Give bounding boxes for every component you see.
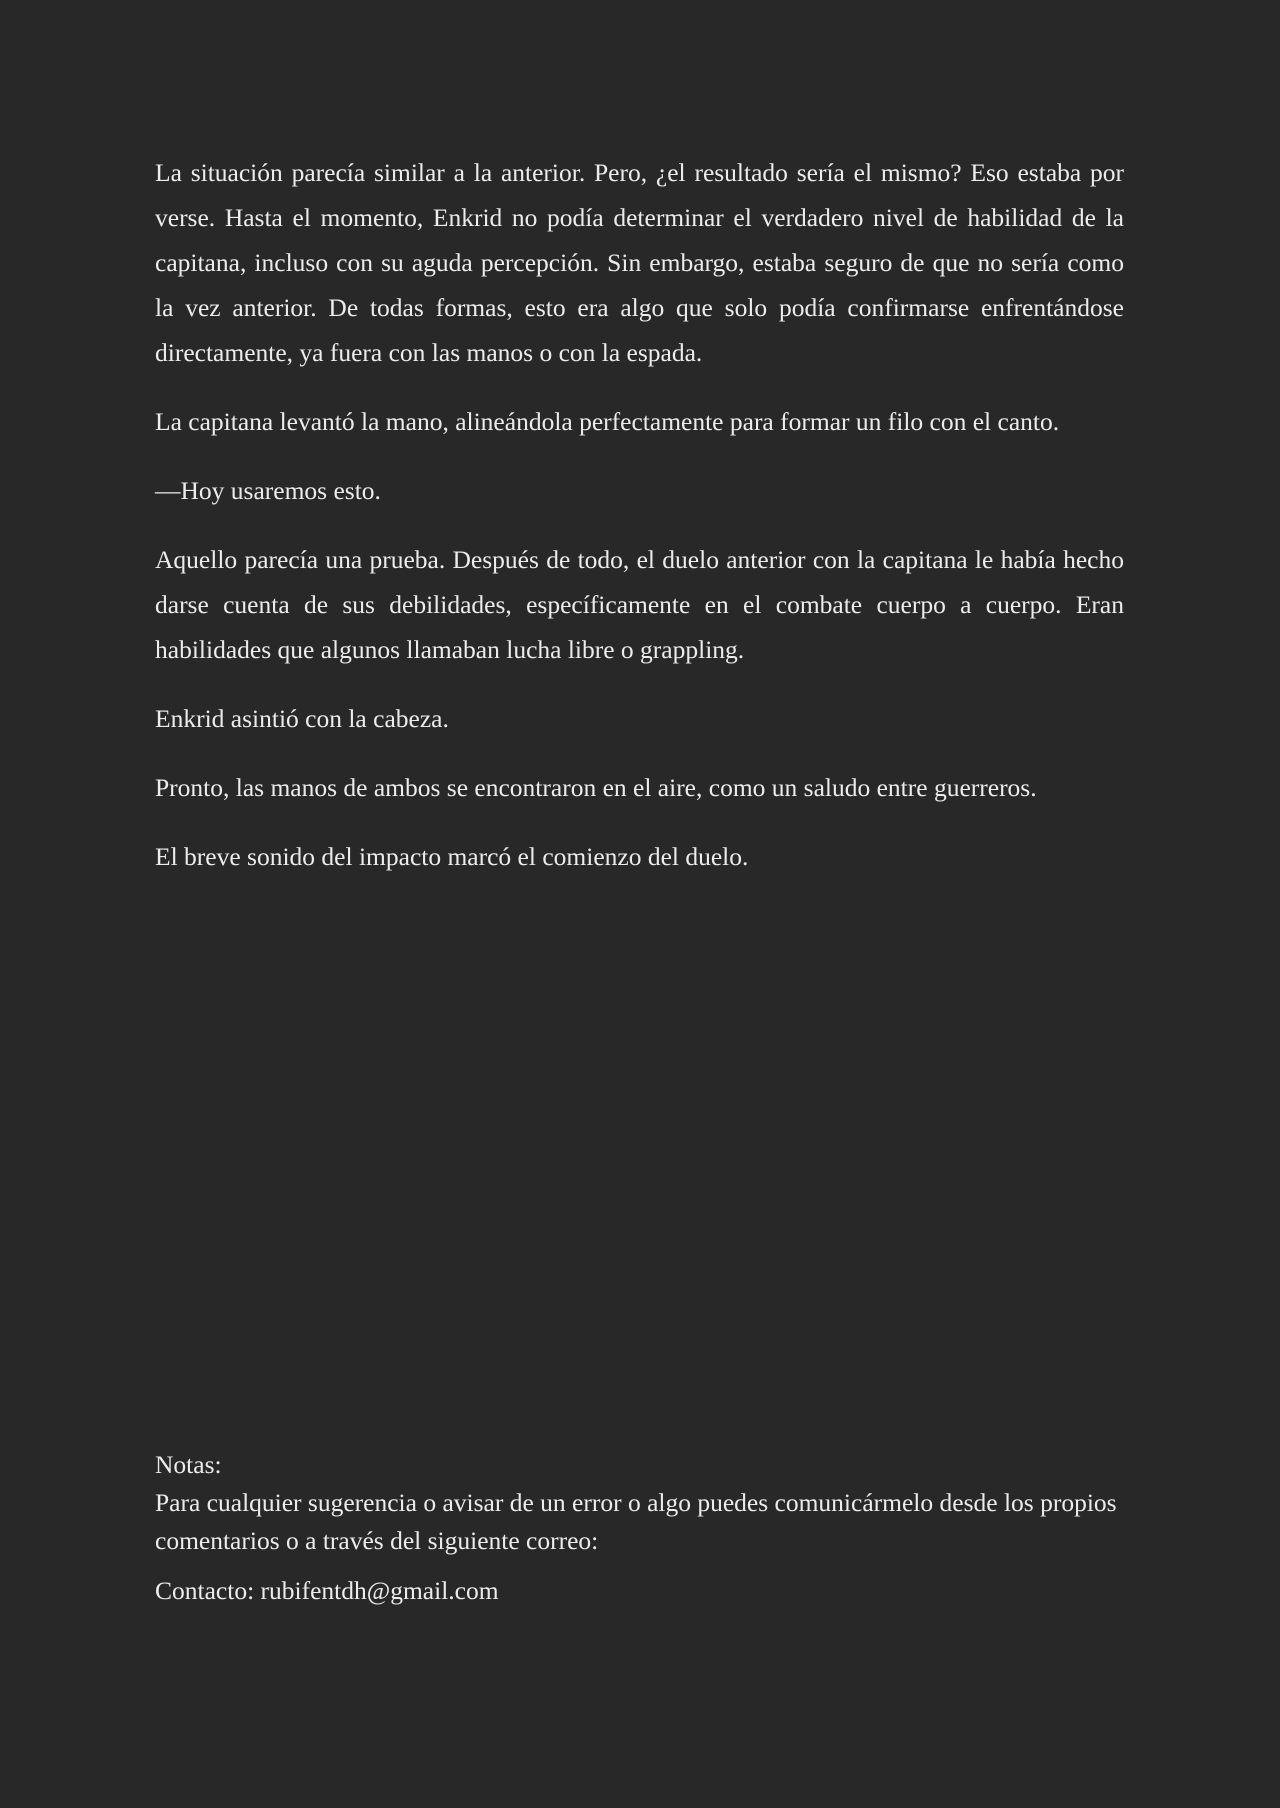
- dialogue-line: —Hoy usaremos esto.: [155, 476, 381, 505]
- paragraph: Enkrid asintió con la cabeza.: [155, 704, 449, 733]
- paragraph: La situación parecía similar a la anterior. Pero, ¿el resultado sería el mismo? Eso estaba por verse. Hasta el momento, Enkrid no podía determinar el verdadero nivel de habilidad de la capitana, incluso con su aguda percepción. Sin embargo, estaba seguro de que no sería como la vez anterior. De todas formas, esto era algo que solo podía confirmarse enfrentándose directamente, ya fuera con las manos o con la espada.: [155, 158, 1124, 367]
- paragraph: La capitana levantó la mano, alineándola perfectamente para formar un filo con el canto.: [155, 407, 1060, 436]
- paragraph: El breve sonido del impacto marcó el comienzo del duelo.: [155, 842, 749, 871]
- notes-heading: Notas:: [155, 1450, 222, 1479]
- chapter-text: [155, 150, 1124, 903]
- notes-section: [155, 1446, 1124, 1610]
- paragraph: Pronto, las manos de ambos se encontraron en el aire, como un saludo entre guerreros.: [155, 773, 1037, 802]
- notes-body: Para cualquier sugerencia o avisar de un error o algo puedes comunicármelo desde los propios comentarios o a través del siguiente correo:: [155, 1488, 1117, 1555]
- paragraph: Aquello parecía una prueba. Después de todo, el duelo anterior con la capitana le había hecho darse cuenta de sus debilidades, específicamente en el combate cuerpo a cuerpo. Eran habilidades que algunos llamaban lucha libre o grappling.: [155, 545, 1124, 664]
- contact-line: Contacto: rubifentdh@gmail.com: [155, 1576, 499, 1605]
